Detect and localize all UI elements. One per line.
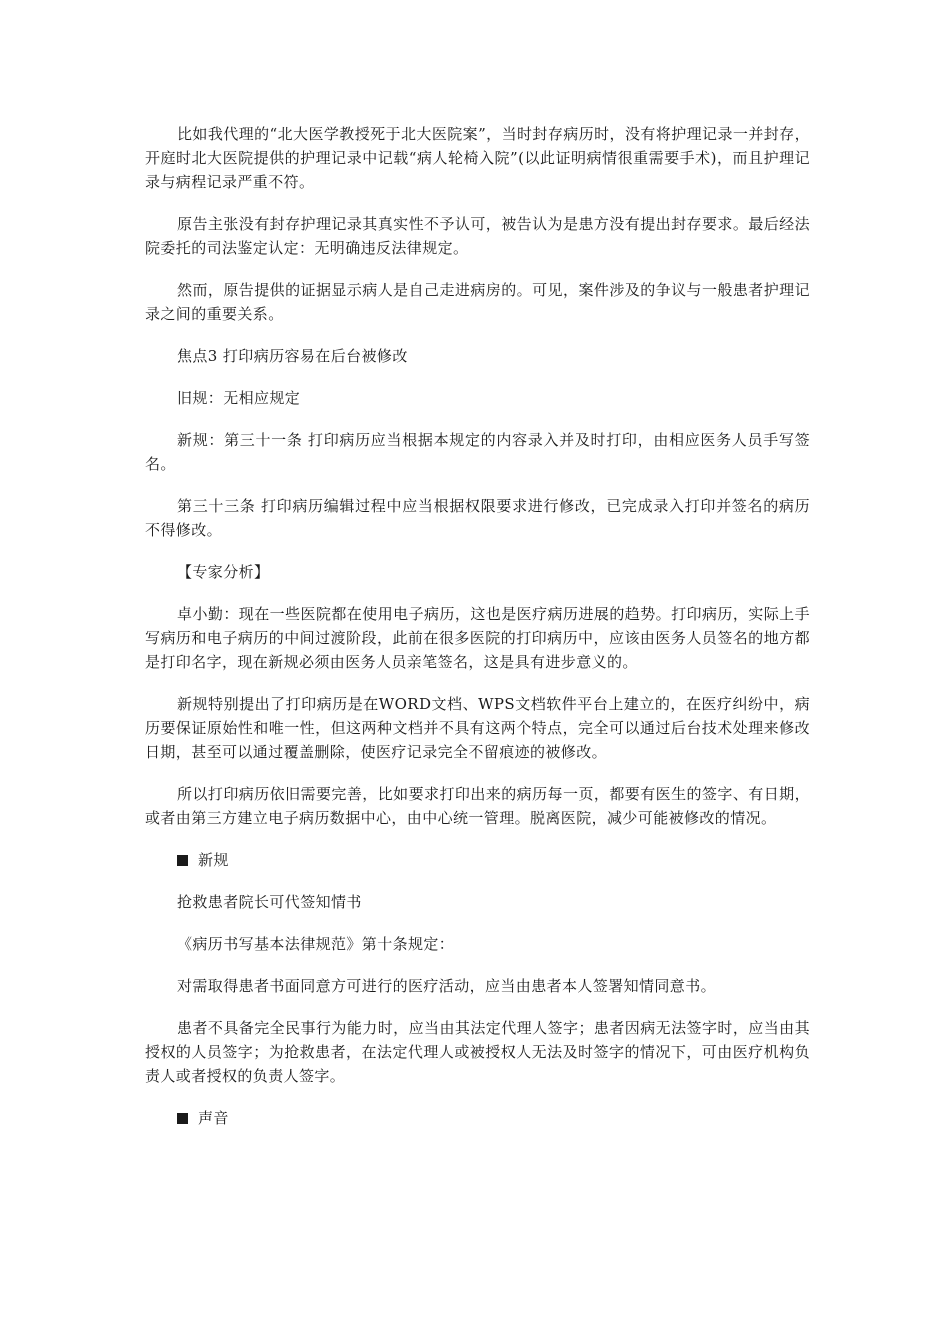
section-label-voice: 声音 <box>198 1109 229 1127</box>
paragraph-rescue-title: 抢救患者院长可代签知情书 <box>177 893 362 911</box>
paragraph-consent: 对需取得患者书面同意方可进行的医疗活动，应当由患者本人签署知情同意书。 <box>177 977 717 995</box>
paragraph-expert-heading: 【专家分析】 <box>177 563 270 581</box>
paragraph-proxy-signature: 患者不具备完全民事行为能力时，应当由其法定代理人签字；患者因病无法签字时，应当由其授权的人员签字；为抢救患者，在法定代理人或被授权人无法及时签字的情况下，可由医疗机构负责人或者授权的负责人签字。 <box>145 1019 810 1085</box>
section-heading-new-rule <box>145 848 810 872</box>
paragraph-focus-3: 焦点3 打印病历容易在后台被修改 <box>177 347 408 365</box>
section-label-new-rule: 新规 <box>198 851 229 869</box>
paragraph-new-rule-31: 新规：第三十一条 打印病历应当根据本规定的内容录入并及时打印，由相应医务人员手写签名。 <box>145 431 810 473</box>
paragraph-article-10: 《病历书写基本法律规范》第十条规定： <box>177 935 455 953</box>
paragraph-improvement: 所以打印病历依旧需要完善，比如要求打印出来的病历每一页，都要有医生的签字、有日期，或者由第三方建立电子病历数据中心，由中心统一管理。脱离医院，减少可能被修改的情况。 <box>145 785 810 827</box>
paragraph-old-rule: 旧规：无相应规定 <box>177 389 301 407</box>
paragraph-plaintiff-claim: 原告主张没有封存护理记录其真实性不予认可，被告认为是患方没有提出封存要求。最后经法院委托的司法鉴定认定：无明确违反法律规定。 <box>145 215 810 257</box>
paragraph-evidence: 然而，原告提供的证据显示病人是自己走进病房的。可见，案件涉及的争议与一般患者护理记录之间的重要关系。 <box>145 281 810 323</box>
paragraph-expert-opinion: 卓小勤：现在一些医院都在使用电子病历，这也是医疗病历进展的趋势。打印病历，实际上手写病历和电子病历的中间过渡阶段，此前在很多医院的打印病历中，应该由医务人员签名的地方都是打印名字，现在新规必须由医务人员亲笔签名，这是具有进步意义的。 <box>145 605 810 671</box>
paragraph-rule-33: 第三十三条 打印病历编辑过程中应当根据权限要求进行修改，已完成录入打印并签名的病历不得修改。 <box>145 497 810 539</box>
black-square-icon <box>177 1113 188 1124</box>
paragraph-word-wps: 新规特别提出了打印病历是在WORD文档、WPS文档软件平台上建立的，在医疗纠纷中，病历要保证原始性和唯一性，但这两种文档并不具有这两个特点，完全可以通过后台技术处理来修改日期，甚至可以通过覆盖删除，使医疗记录完全不留痕迹的被修改。 <box>145 695 810 761</box>
black-square-icon <box>177 855 188 866</box>
document-body <box>145 122 810 1148</box>
section-heading-voice <box>145 1106 810 1130</box>
paragraph-case-example: 比如我代理的“北大医学教授死于北大医院案”，当时封存病历时，没有将护理记录一并封存，开庭时北大医院提供的护理记录中记载“病人轮椅入院”(以此证明病情很重需要手术)，而且护理记录与病程记录严重不符。 <box>145 125 810 191</box>
